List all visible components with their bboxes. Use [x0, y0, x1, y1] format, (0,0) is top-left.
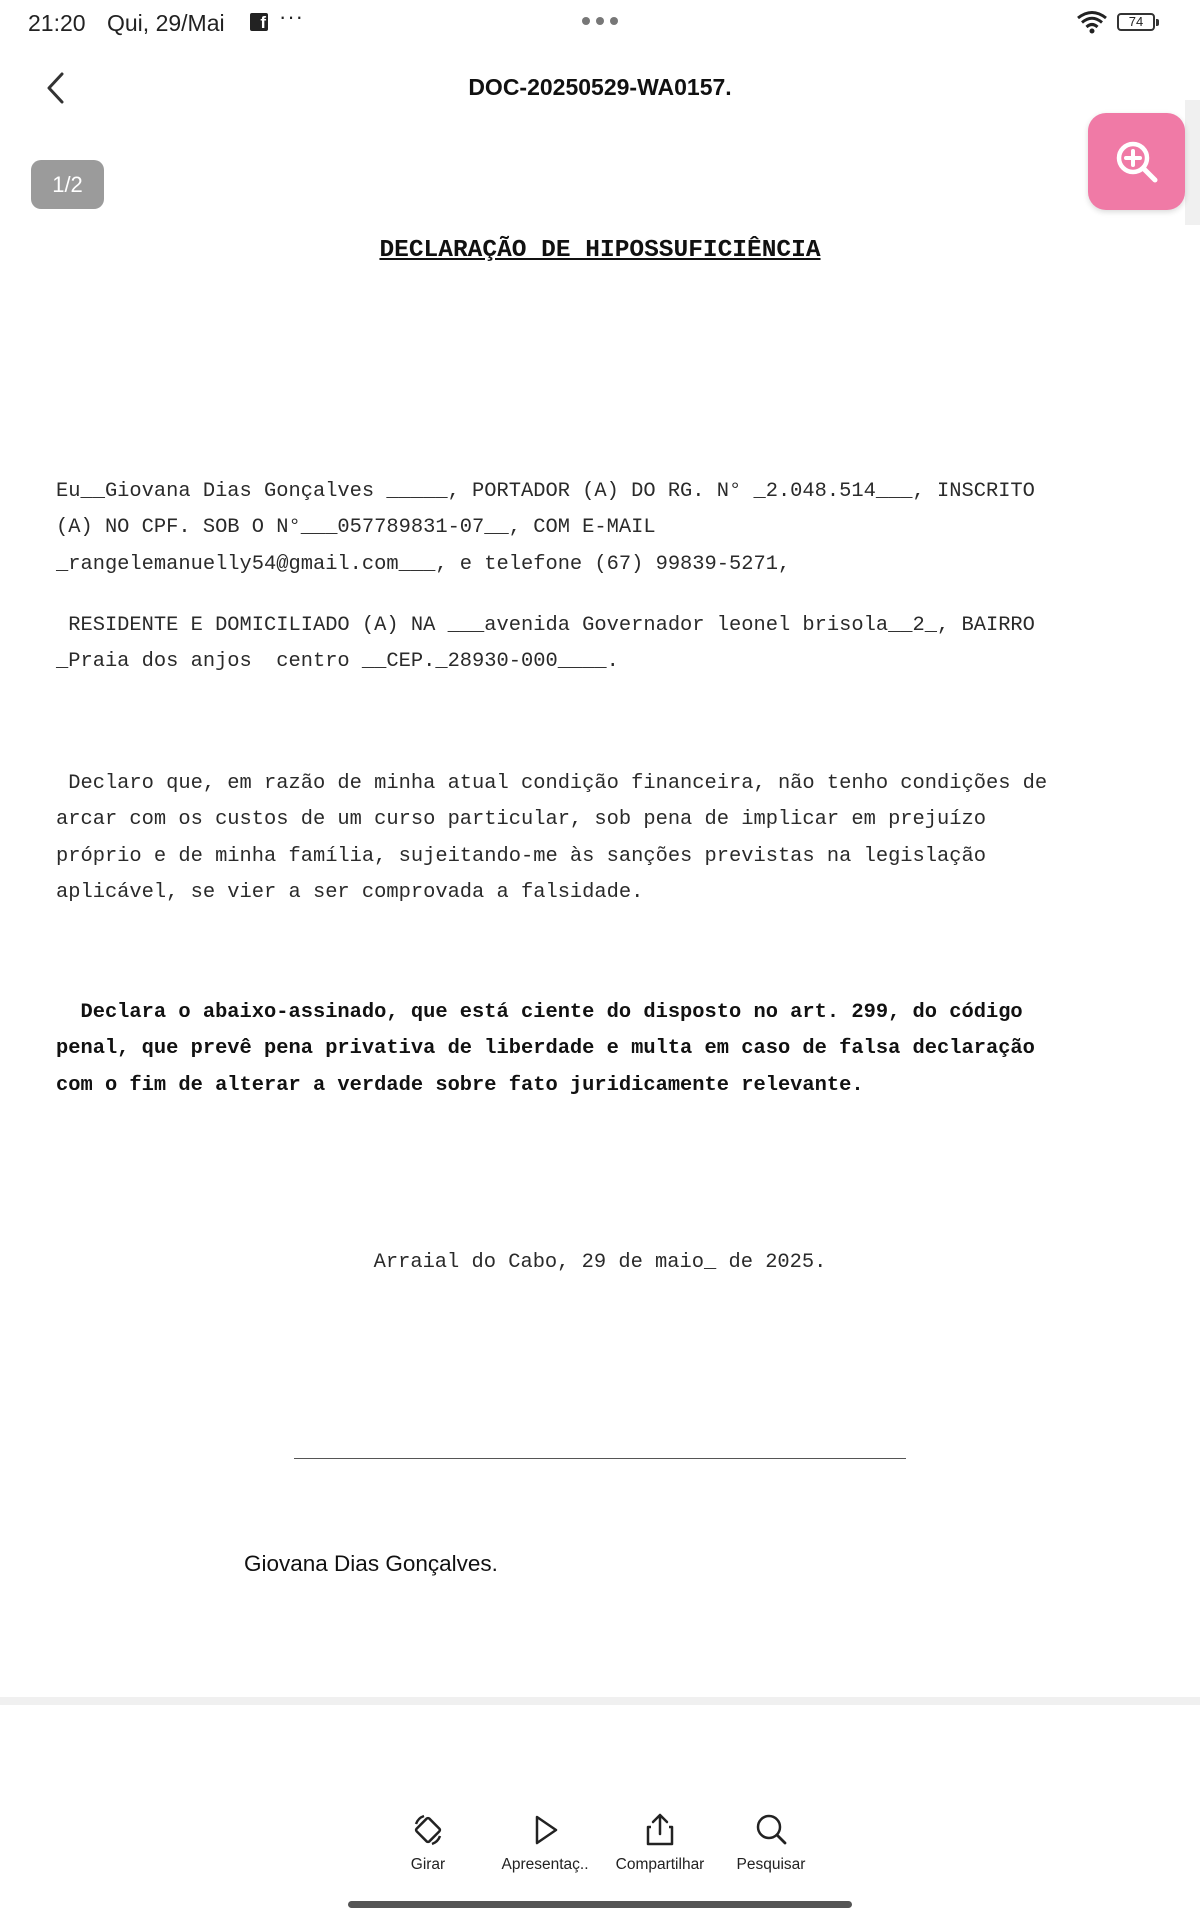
present-label: Apresentaç.. — [501, 1856, 589, 1873]
side-panel-edge — [1185, 100, 1200, 225]
legal-notice-paragraph: Declara o abaixo-assinado, que está ciente do disposto no art. 299, do código penal, que prevê pena privativa de liberdade e multa em caso de falsa declaração com o fim de alterar a verdade sobre fato juridicamente relevante. — [56, 1001, 1035, 1097]
identity-paragraph: Eu__Giovana Dias Gonçalves _____, PORTADOR (A) DO RG. N° _2.048.514___, INSCRITO (A) NO CPF. SOB O N°___057789831-07__, COM E-MAIL _rangelemanuelly54@gmail.com___, e telefone (67) 99839-5271, — [56, 480, 1035, 576]
signature-line — [294, 1458, 906, 1459]
zoom-in-icon — [1114, 139, 1160, 185]
status-date: Qui, 29/Mai — [107, 10, 225, 36]
date-line: Arraial do Cabo, 29 de maio_ de 2025. — [373, 1251, 827, 1274]
document-title: DOC-20250529-WA0157. — [468, 74, 732, 100]
search-icon — [753, 1812, 789, 1848]
page-indicator: 1/2 — [31, 160, 104, 209]
rotate-icon — [410, 1812, 446, 1848]
search-label: Pesquisar — [736, 1856, 806, 1873]
share-icon — [642, 1812, 678, 1848]
share-label: Compartilhar — [615, 1856, 705, 1873]
present-button[interactable] — [485, 1812, 605, 1874]
search-button[interactable] — [711, 1812, 831, 1874]
status-time: 21:20 — [28, 10, 86, 36]
page-divider — [0, 1697, 1200, 1705]
document-heading: DECLARAÇÃO DE HIPOSSUFICIÊNCIA — [379, 237, 821, 264]
window-dots-icon[interactable] — [580, 13, 620, 29]
signatory-name: Giovana Dias Gonçalves. — [244, 1551, 498, 1576]
play-icon — [527, 1812, 563, 1848]
share-button[interactable] — [600, 1812, 720, 1874]
zoom-button[interactable] — [1088, 113, 1185, 210]
battery-level: 74 — [1128, 14, 1144, 29]
status-bar — [0, 0, 1200, 46]
rotate-label: Girar — [410, 1856, 446, 1873]
facebook-icon: f — [250, 13, 268, 31]
residence-paragraph: RESIDENTE E DOMICILIADO (A) NA ___avenida Governador leonel brisola__2_, BAIRRO _Praia dos anjos centro __CEP._28930-000____. — [56, 614, 1035, 674]
rotate-button[interactable] — [368, 1812, 488, 1874]
battery-icon — [1117, 13, 1155, 31]
wifi-icon — [1076, 10, 1108, 34]
declaration-paragraph: Declaro que, em razão de minha atual condição financeira, não tenho condições de arcar com os custos de um curso particular, sob pena de implicar em prejuízo próprio e de minha família, sujeitando-me às sanções previstas na legislação aplicável, se vier a ser comprovada a falsidade. — [56, 772, 1048, 904]
navigation-handle[interactable] — [348, 1901, 852, 1908]
status-more-indicator: ··· — [279, 4, 304, 29]
